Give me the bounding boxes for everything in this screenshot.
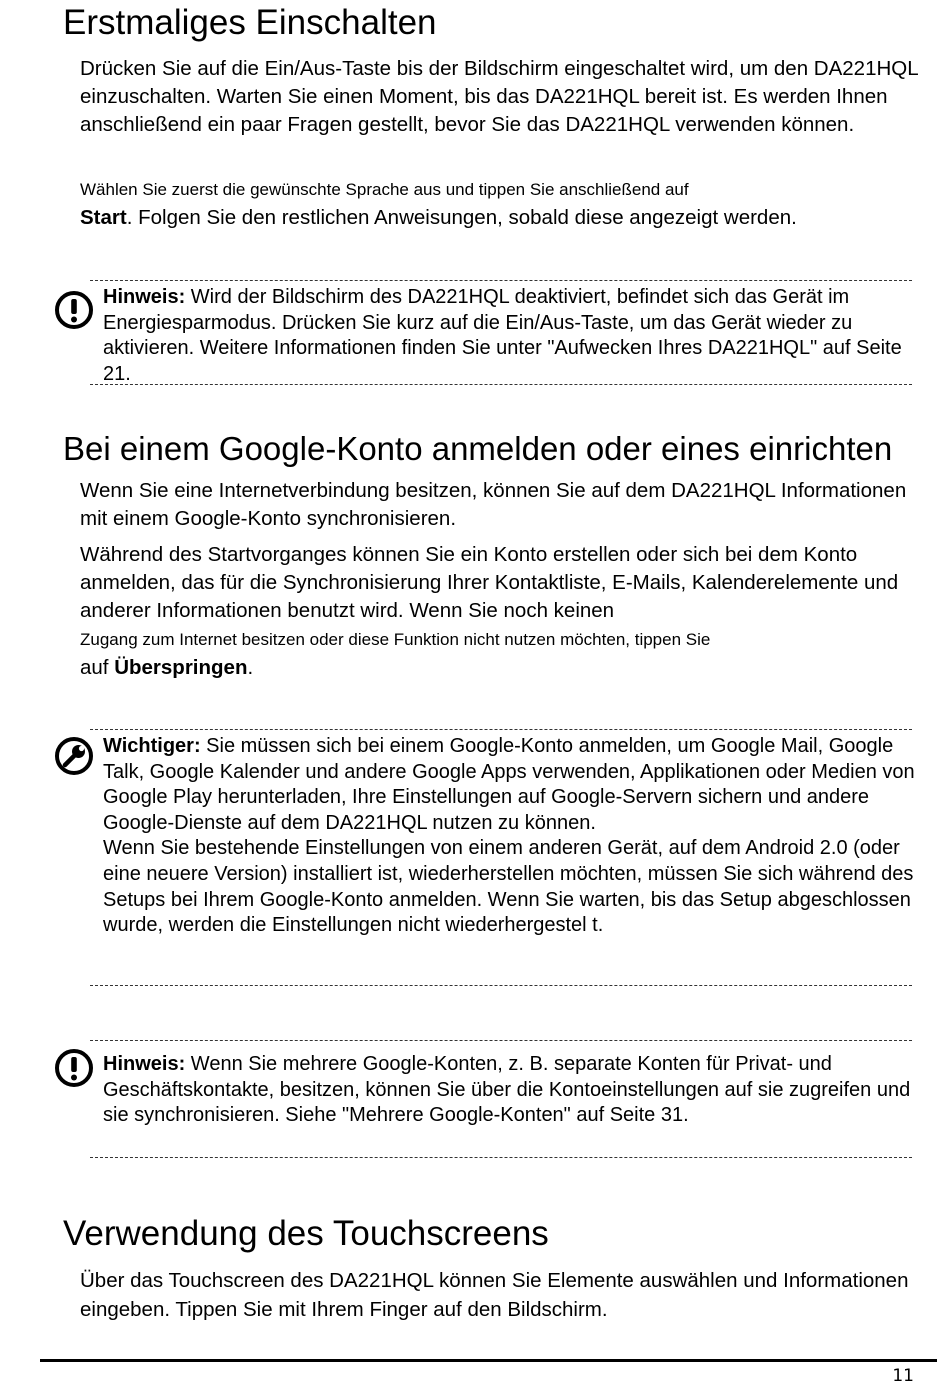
note-text: Wird der Bildschirm des DA221HQL deaktiviert, befindet sich das Gerät im Energiesparmodus. Drücken Sie kurz auf die Ein/Aus-Taste, um das Gerät wieder zu aktivieren. Weitere Informationen finden Sie unter "Aufwecken Ihres DA221HQL" auf Seite 21. — [103, 286, 902, 385]
note-label: Wichtiger: — [103, 735, 201, 757]
keyword-start: Start — [80, 206, 127, 229]
heading-google-konto: Bei einem Google-Konto anmelden oder eines einrichten — [63, 430, 893, 467]
paragraph: Während des Startvorganges können Sie ein Konto erstellen oder sich bei dem Konto anmelden, das für die Synchronisierung Ihrer Kontaktliste, E-Mails, Kalenderelemente und anderer Informationen benutzt wird. Wenn Sie noch keinen — [80, 543, 899, 622]
note-text: Wenn Sie bestehende Einstellungen von einem anderen Gerät, auf dem Android 2.0 (oder eine neuere Version) installiert ist, wiederherstellen möchten, müssen Sie sich während des Setups bei Ihrem Google-Konto anmelden. Wenn Sie warten, bis das Setup abgeschlossen wurde, werden die Einstellungen nicht wiederhergestel t. — [103, 837, 914, 937]
note-text: Sie müssen sich bei einem Google-Konto anmelden, um Google Mail, Google Talk, Google Kalender und andere Google Apps verwenden, Applikationen oder Medien von Google Play herunterladen, Ihre Einstellungen auf Google-Servern sichern und andere Google-Dienste auf dem DA221HQL nutzen zu können. — [103, 735, 915, 834]
dashed-divider — [90, 985, 912, 986]
paragraph: Wenn Sie eine Internetverbindung besitzen, können Sie auf dem DA221HQL Informationen mit einem Google-Konto synchronisieren. — [80, 479, 907, 530]
paragraph-intro: Zugang zum Internet besitzen oder diese Funktion nicht nutzen möchten, tippen Sie — [80, 630, 711, 649]
paragraph-rest: . Folgen Sie den restlichen Anweisungen, sobald diese angezeigt werden. — [126, 206, 797, 229]
paragraph — [80, 625, 920, 682]
dashed-divider — [90, 1040, 912, 1041]
page-number: 11 — [892, 1366, 914, 1386]
dashed-divider — [90, 280, 912, 281]
paragraph: Drücken Sie auf die Ein/Aus-Taste bis der Bildschirm eingeschaltet wird, um den DA221HQL einzuschalten. Warten Sie einen Moment, bis das DA221HQL bereit ist. Es werden Ihnen anschließend ein paar Fragen gestellt, bevor Sie das DA221HQL verwenden können. — [80, 57, 918, 136]
note-hinweis-energiesparmodus — [103, 285, 918, 387]
note-label: Hinweis: — [103, 286, 186, 308]
dashed-divider — [90, 384, 912, 385]
paragraph: Über das Touchscreen des DA221HQL können Sie Elemente auswählen und Informationen eingeben. Tippen Sie mit Ihrem Finger auf den Bildschirm. — [80, 1269, 909, 1321]
exclamation-icon — [54, 1048, 94, 1088]
paragraph-pre: auf — [80, 656, 115, 679]
note-wichtiger-google-konto — [103, 734, 918, 939]
paragraph-post: . — [247, 656, 254, 679]
keyword-ueberspringen: Überspringen — [114, 656, 248, 679]
note-hinweis-mehrere-konten — [103, 1052, 918, 1129]
footer-rule — [40, 1359, 937, 1362]
exclamation-icon — [54, 290, 94, 330]
paragraph-intro: Wählen Sie zuerst die gewünschte Sprache aus und tippen Sie anschließend auf — [80, 180, 689, 199]
heading-verwendung-touchscreens: Verwendung des Touchscreens — [63, 1214, 549, 1253]
dashed-divider — [90, 1157, 912, 1158]
note-label: Hinweis: — [103, 1053, 186, 1075]
dashed-divider — [90, 729, 912, 730]
paragraph — [80, 175, 920, 232]
note-text: Wenn Sie mehrere Google-Konten, z. B. separate Konten für Privat- und Geschäftskontakte, besitzen, können Sie über die Kontoeinstellungen auf sie zugreifen und sie synchronisieren. Siehe "Mehrere Google-Konten" auf Seite 31. — [103, 1053, 911, 1127]
heading-erstmaliges-einschalten: Erstmaliges Einschalten — [63, 3, 437, 42]
wrench-icon — [54, 736, 94, 776]
